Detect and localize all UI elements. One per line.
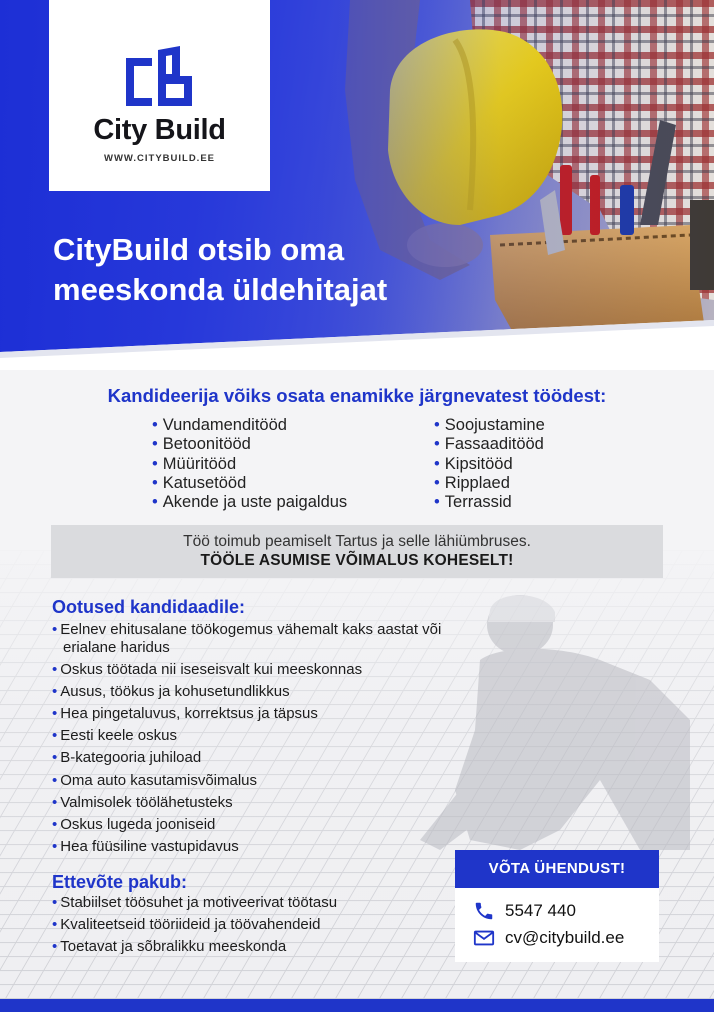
list-item: • Stabiilset töösuhet ja motiveerivat töötasu: [52, 894, 338, 911]
contact-box: [455, 850, 659, 962]
list-item: • Eelnev ehitusalane töökogemus vähemalt kaks aastat või erialane haridus: [52, 621, 442, 656]
contact-email[interactable]: [473, 927, 624, 949]
skills-list-right: [434, 416, 545, 512]
offer-title: Ettevõte pakub:: [52, 872, 188, 892]
list-item: • Hea pingetaluvus, korrektsus ja täpsus: [52, 705, 318, 723]
title-line-1: CityBuild otsib oma: [53, 232, 345, 267]
list-item: • Ripplaed: [434, 473, 510, 492]
list-item: • Terrassid: [434, 493, 512, 512]
skills-list-left: [152, 416, 347, 512]
list-item: • Hea füüsiline vastupidavus: [52, 838, 239, 856]
list-item: • B-kategooria juhiload: [52, 749, 202, 767]
list-item: • Fassaaditööd: [434, 435, 544, 454]
skills-heading: Kandideerija võiks osata enamikke järgnevatest töödest:: [107, 385, 607, 406]
contact-phone[interactable]: [473, 900, 576, 922]
list-item: • Oskus lugeda jooniseid: [52, 816, 216, 833]
logo-url: WWW.CITYBUILD.EE: [104, 153, 215, 164]
start-immediately-text: TÖÖLE ASUMISE VÕIMALUS KOHESELT!: [200, 552, 514, 569]
location-text: Töö toimub peamiselt Tartus ja selle lähiümbruses.: [183, 533, 531, 550]
title-line-2: meeskonda üldehitajat: [53, 272, 388, 307]
bottom-bar: [0, 999, 714, 1012]
list-item: • Oskus töötada nii iseseisvalt kui meeskonnas: [52, 660, 363, 678]
offer-list: [52, 894, 472, 961]
list-item: • Eesti keele oskus: [52, 727, 177, 745]
list-item: • Vundamenditööd: [152, 416, 287, 434]
list-item: • Ausus, töökus ja kohusetundlikkus: [52, 682, 290, 700]
phone-icon: [473, 900, 495, 922]
list-item: • Toetavat ja sõbralikku meeskonda: [52, 938, 287, 956]
email-address[interactable]: cv@citybuild.ee: [505, 928, 625, 947]
list-item: • Valmisolek töölähetusteks: [52, 793, 233, 811]
phone-number[interactable]: 5547 440: [505, 901, 576, 920]
envelope-icon: [473, 927, 495, 949]
list-item: • Müüritööd: [152, 454, 237, 473]
list-item: • Kvaliteetseid tööriideid ja töövahendeid: [52, 916, 321, 934]
list-item: • Betoonitööd: [152, 435, 251, 454]
expectations-list: [52, 621, 492, 860]
list-item: • Oma auto kasutamisvõimalus: [52, 771, 258, 789]
location-band: [51, 525, 663, 578]
logo: [49, 0, 270, 191]
expectations-title: Ootused kandidaadile:: [52, 597, 246, 617]
list-item: • Kipsitööd: [434, 454, 513, 473]
page-title: [53, 230, 483, 310]
list-item: • Akende ja uste paigaldus: [152, 493, 348, 512]
logo-name: City Build: [93, 114, 226, 146]
contact-heading: VÕTA ÜHENDUST!: [455, 850, 659, 888]
list-item: • Soojustamine: [434, 416, 545, 434]
city-build-logo-icon: [122, 46, 198, 110]
hero-banner: [0, 0, 714, 370]
list-item: • Katusetööd: [152, 473, 247, 492]
